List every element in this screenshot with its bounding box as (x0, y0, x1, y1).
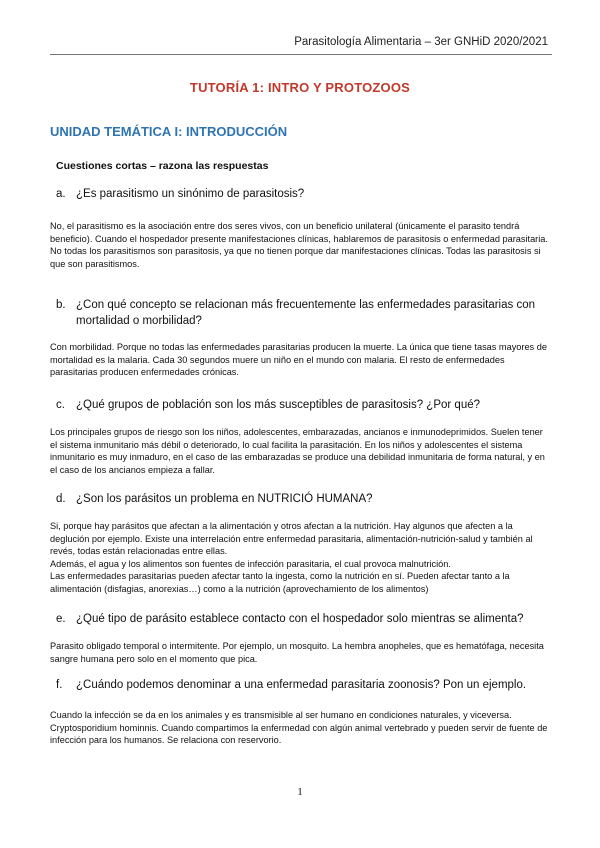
question-text: ¿Qué grupos de población son los más susceptibles de parasitosis? ¿Por qué? (76, 399, 481, 411)
answer-e: Parasito obligado temporal o intermitente. Por ejemplo, un mosquito. La hembra anopheles, que es hematófaga, necesita sangre humana pero solo en el momento que pica. (50, 641, 544, 664)
question-letter: c. (56, 399, 65, 411)
header-rule (50, 54, 552, 55)
answer-c: Los principales grupos de riesgo son los niños, adolescentes, embarazadas, ancianos e inmunodeprimidos. Suelen tener el sistema inmunitario más débil o deteriorado, lo cual facilita la parasitación. En los niños y adolescentes el sistema inmunitario es muy inmaduro, en el caso de las embarazadas se produce una debilidad inmunitaria de forma natural, y en el caso de los ancianos empieza a fallar. (50, 427, 545, 475)
question-a (56, 186, 546, 202)
question-letter: d. (56, 493, 66, 505)
answer-f: Cuando la infección se da en los animales y es transmisible al ser humano en condiciones naturales, y viceversa. Cryptosporidium hominnis. Cuando compartimos la enfermedad con algún animal vertebrado y pueden servir de fuente de infección para los humanos. Se relaciona con reservorio. (50, 710, 548, 746)
question-text: ¿Es parasitismo un sinónimo de parasitosis? (76, 188, 305, 200)
question-text: ¿Cuándo podemos denominar a una enfermedad parasitaria zoonosis? Pon un ejemplo. (76, 679, 527, 691)
answer-a: No, el parasitismo es la asociación entre dos seres vivos, con un beneficio unilateral (únicamente el parasito tendrá beneficio). Cuando el hospedador presente manifestaciones clínicas, hablaremos de parasitosis o enfermedad parasitaria. No todas los parasitismos son parasitosis, ya que no tienen porque dar manifestaciones clínicas. Todas las parasitosis si que son parasitismos. (50, 221, 548, 269)
question-letter: a. (56, 188, 66, 200)
unit-heading: UNIDAD TEMÁTICA I: INTRODUCCIÓN (50, 124, 288, 139)
answer-d: Si, porque hay parásitos que afectan a la alimentación y otros afectan a la nutrición. Hay algunos que afecten a la deglución por ejemplo. Existe una interrelación entre enfermedad parasitaria, alimentación-nutrición-salud y también al revés, todas están relacionadas entre ellas. Además, el agua y los alimentos son fuentes de infección parasitaria, el cual provoca malnutrición. Las enfermedades parasitarias pueden afectar tanto la ingesta, como la nutrición en sí. Pueden afectar tanto a la alimentación (disfagias, anorexias…) como a la nutrición (aprovechamiento de los alimentos) (50, 521, 533, 594)
question-text: ¿Qué tipo de parásito establece contacto con el hospedador solo mientras se alimenta? (76, 613, 524, 625)
question-letter: e. (56, 613, 66, 625)
question-d (56, 491, 546, 507)
question-text: ¿Son los parásitos un problema en NUTRICIÓ HUMANA? (76, 493, 373, 505)
page-number: 1 (297, 786, 303, 798)
question-f (56, 677, 546, 693)
question-e (56, 611, 546, 627)
question-letter: f. (56, 679, 63, 691)
question-text: ¿Con qué concepto se relacionan más frecuentemente las enfermedades parasitarias con mortalidad o morbilidad? (76, 299, 535, 327)
answer-b: Con morbilidad. Porque no todas las enfermedades parasitarias producen la muerte. La única que tiene tasas mayores de mortalidad es la malaria. Cada 30 segundos muere un niño en el mundo con malaria. El resto de enfermedades parasitarias producen enfermedades crónicas. (50, 342, 547, 378)
question-b (56, 297, 546, 329)
section-subtitle: Cuestiones cortas – razona las respuestas (56, 160, 269, 172)
question-letter: b. (56, 299, 66, 311)
document-title: TUTORÍA 1: INTRO Y PROTOZOOS (189, 80, 411, 95)
question-c (56, 397, 546, 413)
running-header: Parasitología Alimentaria – 3er GNHiD 2020/2021 (294, 36, 548, 48)
